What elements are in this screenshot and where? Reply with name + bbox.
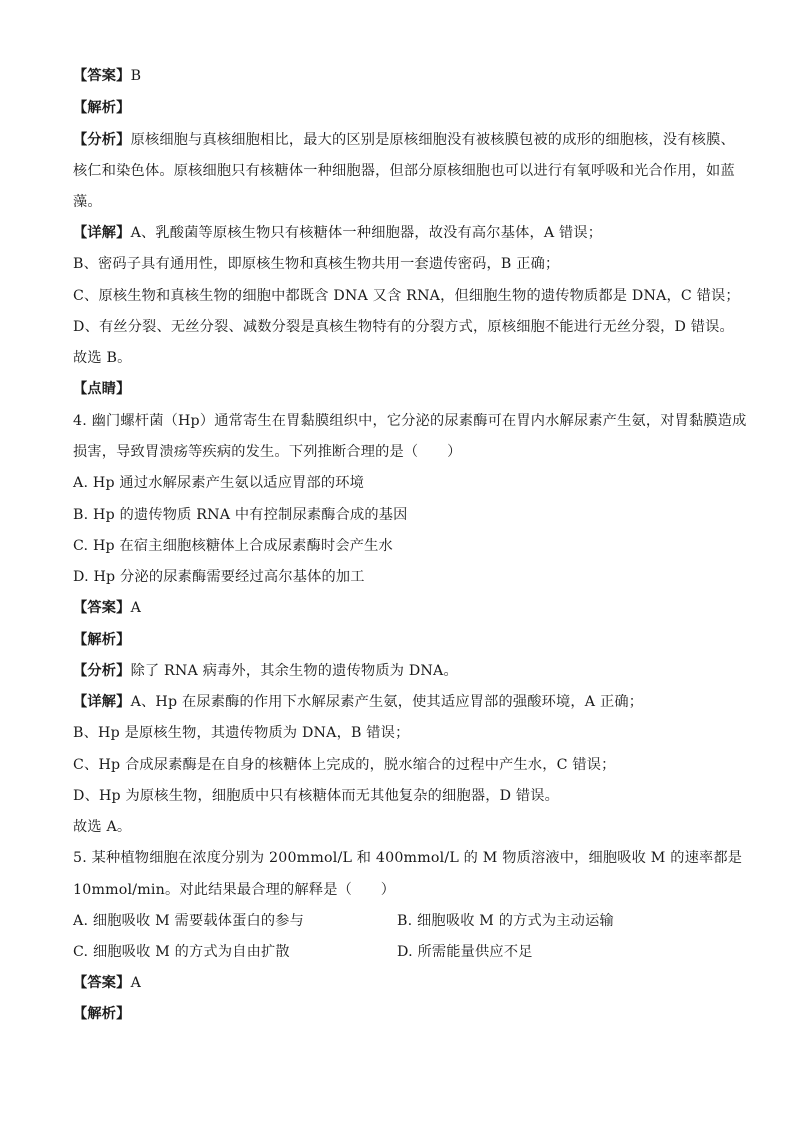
q4-fenxi-tag: 【分析】: [73, 663, 131, 679]
q5-stem-line-2: 10mmol/min。对此结果最合理的解释是（ ）: [73, 882, 396, 898]
q5-answer-value: A: [130, 975, 142, 991]
fenxi-tag: 【分析】: [73, 132, 131, 148]
q5-option-d: D. 所需能量供应不足: [397, 944, 533, 960]
q5-option-b: B. 细胞吸收 M 的方式为主动运输: [397, 913, 614, 929]
q4-answer-tag: 【答案】: [73, 600, 131, 616]
q4-fenxi-line: [73, 661, 458, 681]
fenxi-text-1: 原核细胞与真核细胞相比，最大的区别是原核细胞没有被核膜包被的成形的细胞核，没有核膜、: [130, 132, 735, 148]
q4-option-d: D. Hp 分泌的尿素酶需要经过高尔基体的加工: [73, 569, 365, 585]
q5-option-c: C. 细胞吸收 M 的方式为自由扩散: [73, 944, 290, 960]
detail-line-1: [73, 223, 602, 243]
answer-value: B: [130, 68, 142, 84]
answer-tag: 【答案】: [73, 68, 131, 84]
q4-detail-line-3: C、Hp 合成尿素酶是在自身的核糖体上完成的，脱水缩合的过程中产生水，C 错误；: [73, 757, 616, 773]
q4-option-a: A. Hp 通过水解尿素产生氨以适应胃部的环境: [73, 475, 365, 491]
fenxi-line-3: 藻。: [73, 194, 102, 210]
q4-option-c: C. Hp 在宿主细胞核糖体上合成尿素酶时会产生水: [73, 538, 393, 554]
q4-fenxi-text: 除了 RNA 病毒外，其余生物的遗传物质为 DNA。: [130, 663, 458, 679]
q4-option-b: B. Hp 的遗传物质 RNA 中有控制尿素酶合成的基因: [73, 507, 408, 523]
fenxi-line-2: 核仁和染色体。原核细胞只有核糖体一种细胞器，但部分原核细胞也可以进行有氧呼吸和光合作用，如蓝: [73, 163, 735, 179]
q4-detail-line-4: D、Hp 为原核生物，细胞质中只有核糖体而无其他复杂的细胞器，D 错误。: [73, 788, 560, 804]
q4-detail-text-1: A、Hp 在尿素酶的作用下水解尿素产生氨，使其适应胃部的强酸环境，A 正确；: [130, 694, 644, 710]
q5-answer-tag: 【答案】: [73, 975, 131, 991]
answer-line: [73, 66, 141, 86]
q4-detail-tag: 【详解】: [73, 694, 131, 710]
detail-tag: 【详解】: [73, 225, 131, 241]
q5-option-a: A. 细胞吸收 M 需要载体蛋白的参与: [73, 913, 305, 929]
detail-line-4: D、有丝分裂、无丝分裂、减数分裂是真核生物特有的分裂方式，原核细胞不能进行无丝分裂，D 错误。: [73, 319, 734, 335]
detail-line-3: C、原核生物和真核生物的细胞中都既含 DNA 又含 RNA，但细胞生物的遗传物质都是 DNA，C 错误；: [73, 288, 740, 304]
q5-answer-line: [73, 973, 141, 993]
q4-stem-line-2: 损害，导致胃溃疡等疾病的发生。下列推断合理的是（ ）: [73, 444, 462, 460]
q4-analysis-heading: 【解析】: [73, 632, 131, 648]
q4-detail-line-2: B、Hp 是原核生物，其遗传物质为 DNA，B 错误；: [73, 725, 410, 741]
q4-answer-line: [73, 598, 141, 618]
q4-stem-line-1: 4. 幽门螺杆菌（Hp）通常寄生在胃黏膜组织中，它分泌的尿素酶可在胃内水解尿素产生氨，对胃黏膜造成: [73, 413, 747, 429]
conclusion-line: 故选 B。: [73, 350, 132, 366]
detail-text-1: A、乳酸菌等原核生物只有核糖体一种细胞器，故没有高尔基体，A 错误；: [130, 225, 603, 241]
analysis-heading: 【解析】: [73, 100, 131, 116]
q5-stem-line-1: 5. 某种植物细胞在浓度分别为 200mmol/L 和 400mmol/L 的 M 物质溶液中，细胞吸收 M 的速率都是: [73, 850, 743, 866]
q4-conclusion-line: 故选 A。: [73, 819, 132, 835]
detail-line-2: B、密码子具有通用性，即原核生物和真核生物共用一套遗传密码，B 正确；: [73, 256, 560, 272]
q4-detail-line-1: [73, 692, 643, 712]
fenxi-line-1: [73, 130, 735, 150]
q5-analysis-heading: 【解析】: [73, 1006, 131, 1022]
q4-answer-value: A: [130, 600, 142, 616]
dianjing-heading: 【点睛】: [73, 381, 131, 397]
